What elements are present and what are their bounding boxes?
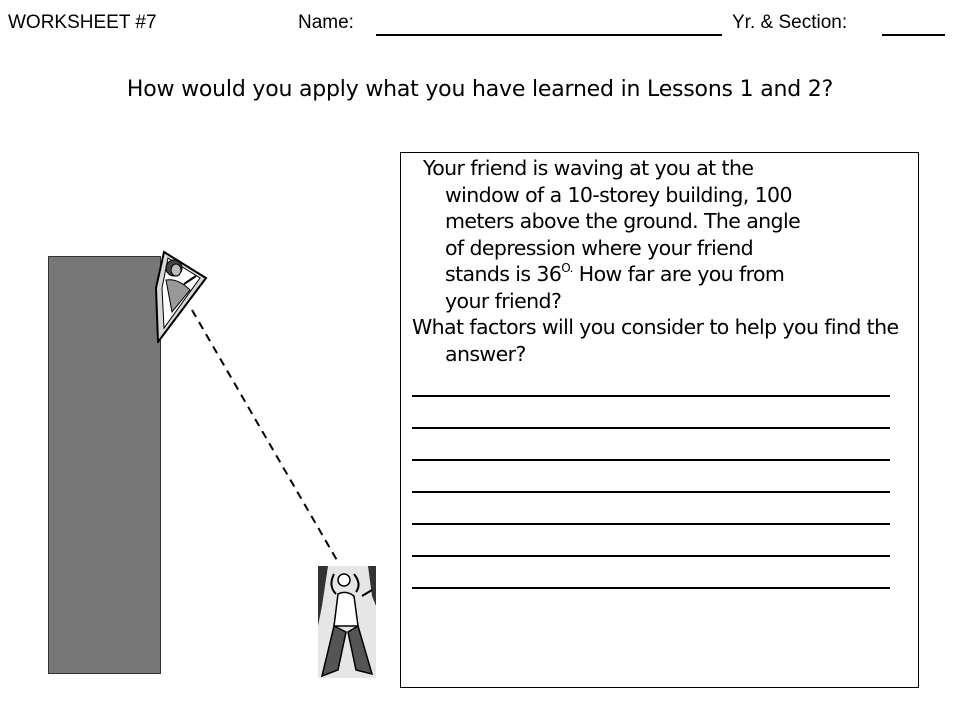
answer-line-2[interactable] xyxy=(412,427,890,429)
problem-line-5b: How far are you from xyxy=(578,262,785,286)
problem-line-5a: stands is 36 xyxy=(445,262,562,286)
problem-line-2: window of a 10-storey building, 100 xyxy=(445,182,792,207)
problem-body xyxy=(412,182,912,315)
answer-line-3[interactable] xyxy=(412,459,890,461)
section-label: Yr. & Section: xyxy=(732,12,848,33)
friend-in-window-illustration xyxy=(150,248,210,343)
name-label: Name: xyxy=(298,12,354,33)
problem-line-3: meters above the ground. The angle xyxy=(445,209,801,233)
page-title: How would you apply what you have learned in Lessons 1 and 2? xyxy=(126,77,834,102)
factors-question: What factors will you consider to help you find the answer? xyxy=(412,315,899,366)
section-blank-line[interactable] xyxy=(882,34,945,36)
worksheet-label: WORKSHEET #7 xyxy=(8,12,157,33)
problem-line-6: your friend? xyxy=(445,288,562,313)
answer-line-6[interactable] xyxy=(412,555,890,557)
degree-symbol: O. xyxy=(561,261,573,275)
answer-line-1[interactable] xyxy=(412,395,890,397)
problem-line-1: Your friend is waving at you at the xyxy=(423,156,754,180)
building-illustration xyxy=(48,256,161,674)
problem-statement xyxy=(412,155,912,314)
problem-box xyxy=(400,152,919,688)
name-blank-line[interactable] xyxy=(376,34,722,36)
answer-line-5[interactable] xyxy=(412,523,890,525)
problem-line-4: of depression where your friend xyxy=(445,235,754,260)
person-on-ground-illustration xyxy=(318,566,376,678)
answer-line-7[interactable] xyxy=(412,587,890,589)
answer-line-4[interactable] xyxy=(412,491,890,493)
